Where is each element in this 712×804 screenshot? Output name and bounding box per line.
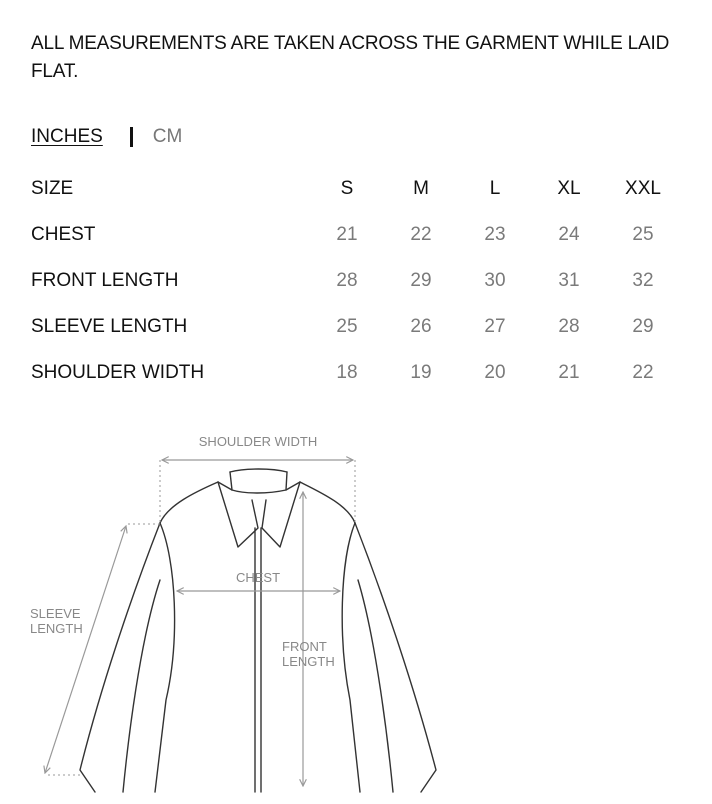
- size-chart-table: [31, 166, 680, 396]
- table-cell: 28: [336, 270, 358, 291]
- sleeve-length-label-line1: SLEEVE: [30, 606, 81, 621]
- jacket-illustration: [0, 420, 480, 804]
- table-cell: 27: [484, 316, 506, 337]
- measurement-arrows: [45, 460, 353, 786]
- table-cell: 22: [410, 224, 432, 245]
- table-cell: 29: [632, 316, 654, 337]
- unit-inches-link[interactable]: INCHES: [31, 126, 103, 147]
- sleeve-length-label-line2: LENGTH: [30, 621, 83, 636]
- row-label-shoulder-width: SHOULDER WIDTH: [31, 362, 205, 383]
- size-header-m: M: [413, 178, 429, 199]
- table-cell: 28: [558, 316, 580, 337]
- table-cell: 32: [632, 270, 654, 291]
- table-cell: 29: [410, 270, 432, 291]
- table-cell: 25: [336, 316, 358, 337]
- table-cell: 30: [484, 270, 506, 291]
- size-header-l: L: [489, 178, 501, 199]
- unit-cm-link[interactable]: CM: [152, 126, 183, 147]
- table-row: [31, 350, 680, 396]
- front-length-label-line1: FRONT: [282, 639, 327, 654]
- garment-diagram: [0, 420, 480, 804]
- jacket-outline: [80, 469, 436, 792]
- table-row: [31, 212, 680, 258]
- sleeve-length-arrow: [45, 526, 126, 773]
- unit-divider: [130, 127, 133, 147]
- table-cell: 19: [410, 362, 432, 383]
- measurement-note: ALL MEASUREMENTS ARE TAKEN ACROSS THE GARMENT WHILE LAID FLAT.: [31, 33, 670, 82]
- table-cell: 22: [632, 362, 654, 383]
- size-header-label: SIZE: [31, 178, 74, 199]
- table-cell: 21: [336, 224, 358, 245]
- table-cell: 31: [558, 270, 580, 291]
- size-header-xl: XL: [557, 178, 581, 199]
- table-row: [31, 304, 680, 350]
- table-cell: 25: [632, 224, 654, 245]
- front-length-label-line2: LENGTH: [282, 654, 335, 669]
- table-cell: 26: [410, 316, 432, 337]
- measurement-guides: [48, 460, 355, 775]
- table-cell: 24: [558, 224, 580, 245]
- table-row: [31, 258, 680, 304]
- row-label-front-length: FRONT LENGTH: [31, 270, 179, 291]
- size-header-s: S: [340, 178, 354, 199]
- table-cell: 20: [484, 362, 506, 383]
- table-cell: 18: [336, 362, 358, 383]
- shoulder-width-label: SHOULDER WIDTH: [198, 434, 318, 449]
- size-header-xxl: XXL: [625, 178, 661, 199]
- unit-toggle: [31, 124, 182, 150]
- table-header-row: [31, 166, 680, 212]
- row-label-chest: CHEST: [31, 224, 96, 245]
- row-label-sleeve-length: SLEEVE LENGTH: [31, 316, 188, 337]
- chest-label: CHEST: [235, 570, 281, 585]
- table-cell: 23: [484, 224, 506, 245]
- table-cell: 21: [558, 362, 580, 383]
